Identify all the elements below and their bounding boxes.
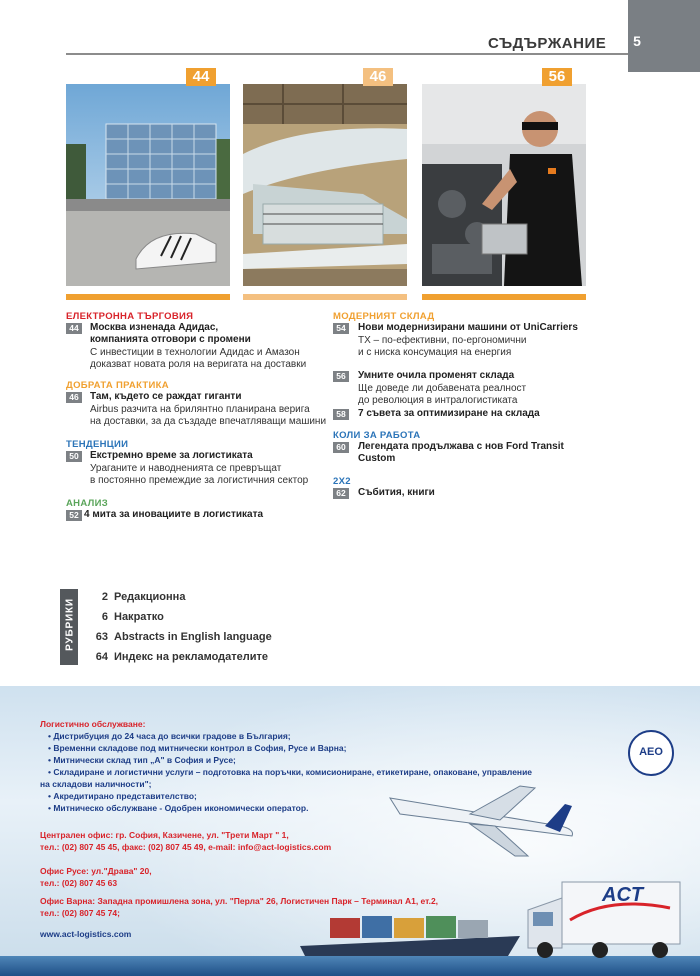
- page-title: СЪДЪРЖАНИЕ: [488, 35, 607, 52]
- section-heading-modern-warehouse: МОДЕРНИЯТ СКЛАД: [333, 311, 435, 322]
- toc-page-num: 56: [333, 371, 349, 382]
- toc-description: и с ниска консумация на енергия: [358, 347, 512, 358]
- ad-bullet: • Акредитирано представителство;: [48, 791, 197, 801]
- toc-title[interactable]: Нови модернизирани машини от UniCarriers: [358, 322, 578, 333]
- toc-title[interactable]: Там, където се раждат гиганти: [90, 391, 242, 402]
- toc-description: в постоянно премеждие за логистичния сектор: [90, 475, 309, 486]
- toc-title[interactable]: Москва изненада Адидас,: [90, 322, 219, 333]
- toc-page-num: 58: [333, 409, 349, 420]
- ad-bullet: • Митническо обслужване - Одобрен икономически оператор.: [48, 803, 309, 813]
- photo-adidas-office: [66, 84, 230, 286]
- toc-title[interactable]: 7 съвета за оптимизиране на склада: [358, 408, 540, 419]
- office-varna-address: Офис Варна: Западна промишлена зона, ул. "Перла" 26, Логистичен Парк – Терминал А1, ет.2,: [40, 896, 439, 906]
- office-ruse-contacts[interactable]: тел.: (02) 807 45 63: [40, 878, 118, 888]
- toc-title[interactable]: 4 мита за иновациите в логистиката: [84, 509, 264, 520]
- toc-title[interactable]: компанията отговори с промени: [90, 334, 251, 345]
- toc-description: на доставки, за да създаде впечатляващи машини: [90, 416, 327, 427]
- section-heading-trends: ТЕНДЕНЦИИ: [66, 439, 129, 450]
- toc-description: Ураганите и наводненията се превръщат: [90, 463, 282, 474]
- toc-description: Ще доведе ли добавената реалност: [358, 383, 527, 394]
- section-heading-good-practice: ДОБРАТА ПРАКТИКА: [66, 380, 169, 391]
- photo-smart-glasses-worker: [422, 84, 586, 286]
- toc-page-num: 62: [333, 488, 349, 499]
- office-ruse-address: Офис Русе: ул."Драва" 20,: [40, 866, 152, 876]
- ad-bullet: • Митнически склад тип „А" в София и Русе;: [48, 755, 236, 765]
- website-link[interactable]: www.act-logistics.com: [40, 929, 132, 939]
- section-heading-analysis: АНАЛИЗ: [66, 498, 108, 509]
- toc-page-num: 46: [66, 392, 82, 403]
- rubric-page-num: 6: [101, 611, 108, 623]
- photo-1-strip: [66, 294, 230, 300]
- photo-3-page-badge: 56: [542, 68, 572, 86]
- toc-title[interactable]: Custom: [358, 453, 396, 464]
- toc-title[interactable]: Легендата продължава с нов Ford Transit: [358, 441, 564, 452]
- rubric-page-num: 2: [101, 591, 108, 603]
- act-logistics-ad: [0, 686, 700, 976]
- toc-page-num: 54: [333, 323, 349, 334]
- office-sofia-address: Централен офис: гр. София, Казичене, ул. "Трети Март " 1,: [40, 830, 289, 840]
- section-heading-work-vehicles: КОЛИ ЗА РАБОТА: [333, 430, 421, 441]
- rubric-label[interactable]: Накратко: [114, 611, 164, 623]
- aeo-logo-text: AEO: [639, 746, 663, 758]
- aeo-logo: [628, 730, 674, 776]
- header-rule: [66, 53, 628, 55]
- office-varna-contacts[interactable]: тел.: (02) 807 45 74;: [40, 908, 120, 918]
- ad-bullet: на складови наличности";: [40, 779, 152, 789]
- toc-description: Airbus разчита на брилянтно планирана верига: [90, 404, 310, 415]
- ad-heading: Логистично обслужване:: [40, 719, 146, 729]
- ad-bullet: • Временни складове под митнически контрол в София, Русе и Варна;: [48, 743, 347, 753]
- section-heading-2x2: 2X2: [333, 476, 351, 487]
- page-number: 5: [633, 33, 641, 49]
- rubric-label[interactable]: Abstracts in English language: [114, 631, 272, 643]
- rubric-page-num: 64: [95, 651, 108, 663]
- section-heading-ecommerce: ЕЛЕКТРОННА ТЪРГОВИЯ: [66, 311, 194, 322]
- toc-page-num: 50: [66, 451, 82, 462]
- rubric-label[interactable]: Индекс на рекламодателите: [114, 651, 269, 663]
- rubrics-tag-label: РУБРИКИ: [64, 598, 76, 651]
- toc-description: С инвестиции в технологии Адидас и Амазон: [90, 347, 300, 358]
- office-sofia-contacts[interactable]: тел.: (02) 807 45 45, факс: (02) 807 45 49, e-mail: info@act-logistics.com: [40, 842, 332, 852]
- ad-bullet: • Дистрибуция до 24 часа до всички градове в България;: [48, 731, 291, 741]
- toc-page-num: 44: [66, 323, 82, 334]
- rubric-page-num: 63: [95, 631, 108, 643]
- toc-title[interactable]: Събития, книги: [358, 487, 435, 498]
- toc-page-num: 60: [333, 442, 349, 453]
- toc-description: TX – по-ефективни, по-ергономични: [358, 335, 527, 346]
- toc-page-num: 52: [66, 510, 82, 521]
- toc-description: доказват новата роля на веригата на доставки: [90, 359, 307, 370]
- toc-description: до революция в интралогистиката: [358, 395, 518, 406]
- rubrics-tag: [60, 589, 78, 665]
- ad-bullet: • Складиране и логистични услуги – подготовка на поръчки, комисиониране, етикетиране, опаковане, управление: [48, 767, 533, 777]
- photo-3-strip: [422, 294, 586, 300]
- rubric-label[interactable]: Редакционна: [114, 591, 186, 603]
- photo-airbus-assembly: [243, 84, 407, 286]
- toc-title[interactable]: Екстремно време за логистиката: [90, 450, 253, 461]
- photo-2-page-badge: 46: [363, 68, 393, 86]
- toc-title[interactable]: Умните очила променят склада: [358, 370, 515, 381]
- photo-1-page-badge: 44: [186, 68, 216, 86]
- photo-2-strip: [243, 294, 407, 300]
- truck-act-logo: ACT: [602, 884, 644, 906]
